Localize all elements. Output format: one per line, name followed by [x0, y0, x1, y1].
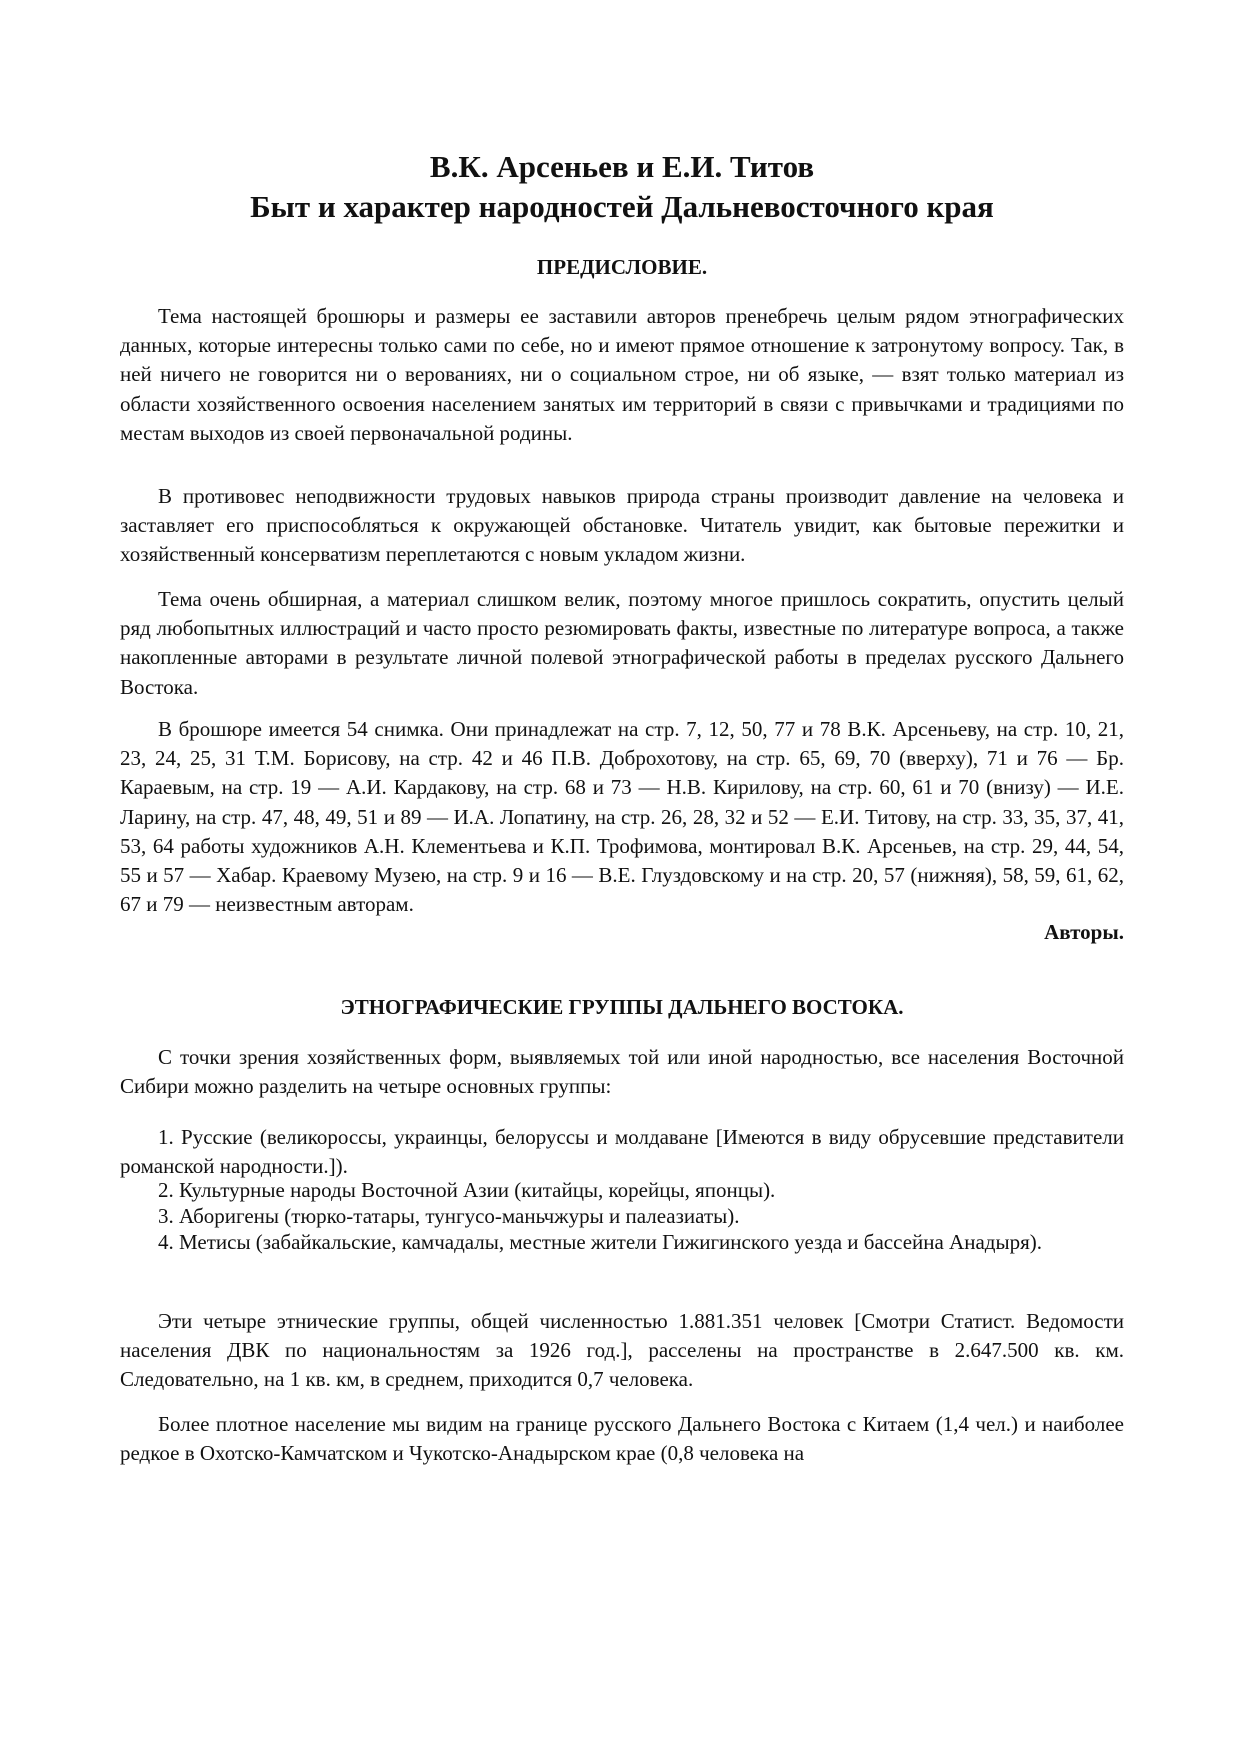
list-item: 1. Русские (великороссы, украинцы, белоруссы и молдаване [Имеются в виду обрусевшие представители романской народности.]).: [120, 1125, 1124, 1179]
preface-paragraph: В противовес неподвижности трудовых навыков природа страны производит давление на человека и заставляет его приспособляться к окружающей обстановке. Читатель увидит, как бытовые пережитки и хозяйственный консерватизм переплетаются с новым укладом жизни.: [120, 484, 1124, 567]
preface-heading: ПРЕДИСЛОВИЕ.: [536, 255, 708, 279]
preface-paragraph-photo-credits: В брошюре имеется 54 снимка. Они принадлежат на стр. 7, 12, 50, 77 и 78 В.К. Арсеньеву, на стр. 10, 21, 23, 24, 25, 31 Т.М. Борисову, на стр. 42 и 46 П.В. Доброхотову, на стр. 65, 69, 70 (вверху), 71 и 76 — Бр. Караевым, на стр. 19 — А.И. Кардакову, на стр. 68 и 73 — Н.В. Кирилову, на стр. 60, 61 и 70 (внизу) — И.Е. Ларину, на стр. 47, 48, 49, 51 и 89 — И.А. Лопатину, на стр. 26, 28, 32 и 52 — Е.И. Титову, на стр. 33, 35, 37, 41, 53, 64 работы художников А.Н. Клементьева и К.П. Трофимова, монтировал В.К. Арсеньев, на стр. 29, 44, 54, 55 и 57 — Хабар. Краевому Музею, на стр. 9 и 16 — В.Е. Глуздовскому и на стр. 20, 57 (нижняя), 58, 59, 61, 62, 67 и 79 — неизвестным авторам.: [120, 717, 1124, 917]
preface-signature: Авторы.: [1044, 920, 1124, 944]
section-paragraph: Более плотное население мы видим на границе русского Дальнего Востока с Китаем (1,4 чел.) и наиболее редкое в Охотско-Камчатском и Чукотско-Анадырском крае (0,8 человека на: [120, 1412, 1124, 1466]
list-item: 3. Аборигены (тюрко-татары, тунгусо-маньчжуры и палеазиаты).: [158, 1204, 740, 1228]
section-heading: ЭТНОГРАФИЧЕСКИЕ ГРУППЫ ДАЛЬНЕГО ВОСТОКА.: [340, 995, 904, 1019]
section-intro-paragraph: С точки зрения хозяйственных форм, выявляемых той или иной народностью, все населения Восточной Сибири можно разделить на четыре основных группы:: [120, 1045, 1124, 1099]
document-title-authors: В.К. Арсеньев и Е.И. Титов: [429, 149, 815, 184]
preface-paragraph: Тема очень обширная, а материал слишком велик, поэтому многое пришлось сократить, опустить целый ряд любопытных иллюстраций и часто просто резюмировать факты, известные по литературе вопроса, а также накопленные авторами в результате личной полевой этнографической работы в пределах русского Дальнего Востока.: [120, 587, 1124, 699]
document-title-main: Быт и характер народностей Дальневосточного края: [250, 189, 994, 224]
list-item: 2. Культурные народы Восточной Азии (китайцы, корейцы, японцы).: [158, 1178, 776, 1202]
preface-paragraph: Тема настоящей брошюры и размеры ее заставили авторов пренебречь целым рядом этнографических данных, которые интересны только сами по себе, но и имеют прямое отношение к затронутому вопросу. Так, в ней ничего не говорится ни о верованиях, ни о социальном строе, ни об языке, — взят только материал из области хозяйственного освоения населением занятых им территорий в связи с привычками и традициями по местам выходов из своей первоначальной родины.: [120, 304, 1124, 445]
list-item: 4. Метисы (забайкальские, камчадалы, местные жители Гижигинского уезда и бассейна Анадыря).: [158, 1230, 1042, 1254]
section-paragraph: Эти четыре этнические группы, общей численностью 1.881.351 человек [Смотри Статист. Ведомости населения ДВК по национальностям за 1926 год.], расселены на пространстве в 2.647.500 кв. км. Следовательно, на 1 кв. км, в среднем, приходится 0,7 человека.: [120, 1309, 1124, 1392]
